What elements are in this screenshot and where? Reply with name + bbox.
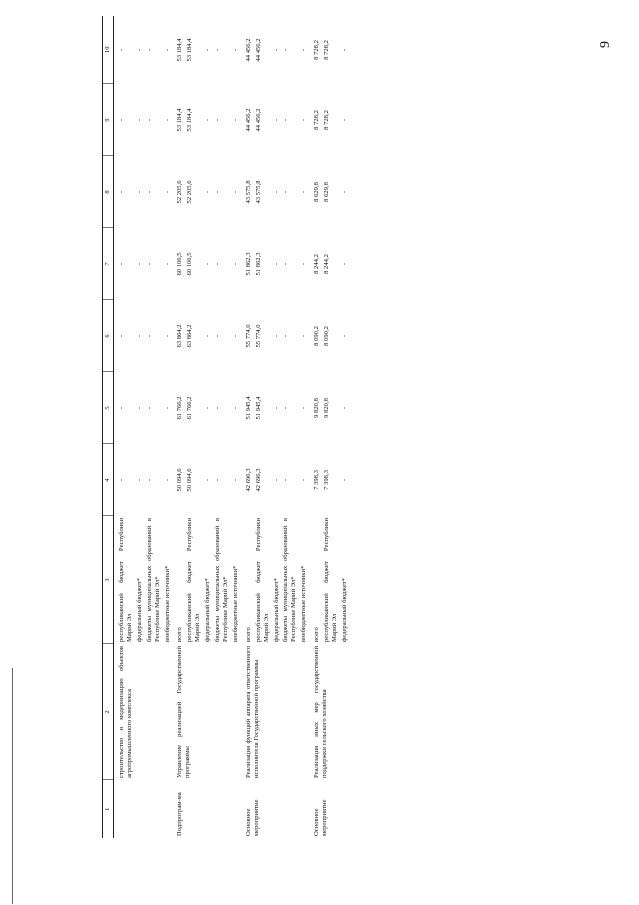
value-cell: 9 820,8 bbox=[323, 398, 331, 418]
col-header-10: 10 bbox=[103, 16, 114, 84]
value-cell: - bbox=[163, 118, 171, 122]
funding-source-cell: республиканский бюджет Республики Марий Эл bbox=[118, 518, 133, 642]
scan-edge-line bbox=[12, 668, 13, 904]
value-cell: - bbox=[340, 478, 348, 482]
funding-source-cell: всего bbox=[313, 627, 321, 642]
value-cell: - bbox=[282, 406, 290, 410]
value-cell: 61 766,2 bbox=[186, 396, 194, 420]
value-cell: - bbox=[145, 190, 153, 194]
value-cell: - bbox=[282, 118, 290, 122]
value-cell: - bbox=[214, 190, 222, 194]
value-cell: - bbox=[231, 262, 239, 266]
value-cell: - bbox=[300, 478, 308, 482]
value-cell: - bbox=[135, 334, 143, 338]
value-cell: 61 766,2 bbox=[176, 396, 184, 420]
value-cell: - bbox=[118, 406, 125, 410]
value-cell: - bbox=[300, 406, 308, 410]
col-header-7: 7 bbox=[103, 228, 114, 300]
value-cell: - bbox=[231, 48, 239, 52]
rotated-table-sheet bbox=[102, 16, 622, 838]
funding-source-cell: республиканский бюджет Республики Марий Эл bbox=[323, 518, 338, 642]
col-header-2: 2 bbox=[103, 644, 114, 780]
value-cell: 8 629,8 bbox=[323, 182, 331, 202]
value-cell: 63 864,2 bbox=[176, 324, 184, 348]
row-type-cell: Основное мероприятие bbox=[313, 799, 329, 836]
value-cell: 8 629,8 bbox=[313, 182, 321, 202]
value-cell: - bbox=[300, 48, 308, 52]
table-row bbox=[114, 16, 135, 838]
value-cell: 43 575,8 bbox=[254, 180, 262, 204]
value-cell: - bbox=[118, 478, 125, 482]
value-cell: 8 244,2 bbox=[323, 254, 331, 274]
value-cell: 44 456,2 bbox=[254, 38, 262, 62]
value-cell: - bbox=[282, 48, 290, 52]
value-cell: - bbox=[340, 118, 348, 122]
value-cell: - bbox=[135, 478, 143, 482]
value-cell: - bbox=[118, 334, 125, 338]
value-cell: - bbox=[214, 406, 222, 410]
value-cell: 8 728,2 bbox=[323, 40, 331, 60]
value-cell: - bbox=[340, 334, 348, 338]
value-cell: 50 094,6 bbox=[176, 468, 184, 492]
value-cell: - bbox=[135, 48, 143, 52]
value-cell: - bbox=[118, 118, 125, 122]
value-cell: 53 184,4 bbox=[186, 38, 194, 62]
value-cell: - bbox=[214, 478, 222, 482]
funding-source-cell: республиканский бюджет Республики Марий Эл bbox=[254, 518, 270, 642]
value-cell: - bbox=[340, 48, 348, 52]
value-cell: - bbox=[163, 406, 171, 410]
value-cell: - bbox=[282, 478, 290, 482]
value-cell: - bbox=[204, 406, 212, 410]
value-cell: - bbox=[163, 334, 171, 338]
value-cell: - bbox=[118, 262, 125, 266]
value-cell: - bbox=[145, 334, 153, 338]
value-cell: - bbox=[145, 48, 153, 52]
value-cell: - bbox=[282, 262, 290, 266]
row-type-cell bbox=[114, 780, 173, 838]
value-cell: 51 862,3 bbox=[244, 252, 252, 276]
value-cell: - bbox=[163, 262, 171, 266]
value-cell: - bbox=[282, 190, 290, 194]
col-header-3: 3 bbox=[103, 516, 114, 644]
value-cell: 8 244,2 bbox=[313, 254, 321, 274]
value-cell: - bbox=[204, 48, 212, 52]
value-cell: - bbox=[231, 406, 239, 410]
value-cell: - bbox=[231, 118, 239, 122]
value-cell: 51 945,4 bbox=[254, 396, 262, 420]
value-cell: - bbox=[118, 190, 125, 194]
value-cell: 53 184,4 bbox=[186, 108, 194, 132]
value-cell: - bbox=[272, 262, 280, 266]
value-cell: 8 728,2 bbox=[313, 110, 321, 130]
value-cell: - bbox=[340, 190, 348, 194]
value-cell: 8 090,2 bbox=[323, 326, 331, 346]
value-cell: - bbox=[214, 118, 222, 122]
value-cell: - bbox=[135, 406, 143, 410]
value-cell: - bbox=[214, 262, 222, 266]
value-cell: - bbox=[145, 262, 153, 266]
value-cell: 43 575,8 bbox=[244, 180, 252, 204]
row-name-cell: Управление реализацией Государственной программы bbox=[176, 646, 192, 778]
value-cell: 51 862,3 bbox=[254, 252, 262, 276]
funding-source-cell: бюджеты муниципальных образований в Республике Марий Эл* bbox=[214, 518, 229, 642]
row-name-cell: Реализация функций аппарата ответственного исполнителя Государственной программы bbox=[244, 646, 260, 778]
funding-source-cell: всего bbox=[244, 627, 252, 642]
col-header-4: 4 bbox=[103, 444, 114, 516]
value-cell: 60 106,5 bbox=[176, 252, 184, 276]
value-cell: - bbox=[272, 48, 280, 52]
table-row bbox=[241, 16, 254, 838]
col-header-6: 6 bbox=[103, 300, 114, 372]
value-cell: - bbox=[300, 190, 308, 194]
value-cell: - bbox=[204, 478, 212, 482]
header-row bbox=[103, 16, 114, 838]
value-cell: - bbox=[204, 334, 212, 338]
value-cell: - bbox=[145, 406, 153, 410]
value-cell: - bbox=[204, 262, 212, 266]
value-cell: 53 184,4 bbox=[176, 38, 184, 62]
funding-source-cell: внебюджетные источники* bbox=[163, 565, 171, 642]
value-cell: 8 728,2 bbox=[323, 110, 331, 130]
row-type-cell: Основное мероприятие bbox=[244, 799, 260, 836]
funding-source-cell: федеральный бюджет* bbox=[135, 578, 143, 642]
value-cell: - bbox=[300, 262, 308, 266]
value-cell: 52 205,6 bbox=[186, 180, 194, 204]
value-cell: 55 774,0 bbox=[244, 324, 252, 348]
funding-source-cell: внебюджетные источники* bbox=[231, 565, 239, 642]
value-cell: - bbox=[163, 48, 171, 52]
value-cell: 9 820,8 bbox=[313, 398, 321, 418]
value-cell: - bbox=[231, 190, 239, 194]
value-cell: - bbox=[214, 334, 222, 338]
value-cell: - bbox=[135, 190, 143, 194]
value-cell: 44 456,2 bbox=[244, 108, 252, 132]
value-cell: 44 456,2 bbox=[254, 108, 262, 132]
value-cell: 42 696,3 bbox=[254, 468, 262, 492]
value-cell: - bbox=[231, 334, 239, 338]
value-cell: 7 398,3 bbox=[323, 470, 331, 490]
value-cell: 63 864,2 bbox=[186, 324, 194, 348]
funding-source-cell: федеральный бюджет* bbox=[272, 578, 280, 642]
value-cell: - bbox=[163, 190, 171, 194]
value-cell: - bbox=[340, 406, 348, 410]
funding-source-cell: республиканский бюджет Республики Марий Эл bbox=[186, 518, 202, 642]
value-cell: - bbox=[272, 334, 280, 338]
value-cell: - bbox=[272, 406, 280, 410]
value-cell: - bbox=[118, 48, 125, 52]
table-body bbox=[114, 16, 350, 838]
value-cell: 42 696,3 bbox=[244, 468, 252, 492]
value-cell: 8 728,2 bbox=[313, 40, 321, 60]
table-row bbox=[172, 16, 185, 838]
col-header-5: 5 bbox=[103, 372, 114, 444]
funding-source-cell: всего bbox=[176, 627, 184, 642]
table-row bbox=[309, 16, 322, 838]
value-cell: - bbox=[135, 118, 143, 122]
value-cell: - bbox=[300, 334, 308, 338]
row-name-cell: Реализация иных мер государственной поддержки сельского хозяйства bbox=[313, 646, 329, 778]
value-cell: 7 398,3 bbox=[313, 470, 321, 490]
value-cell: - bbox=[282, 334, 290, 338]
value-cell: 60 106,5 bbox=[186, 252, 194, 276]
funding-source-cell: бюджеты муниципальных образований в Республике Марий Эл* bbox=[145, 518, 161, 642]
page-number: 9 bbox=[598, 41, 613, 48]
value-cell: 50 094,6 bbox=[186, 468, 194, 492]
value-cell: - bbox=[272, 118, 280, 122]
row-type-cell: Подпрограм-ма bbox=[176, 792, 184, 836]
value-cell: - bbox=[145, 118, 153, 122]
value-cell: - bbox=[272, 190, 280, 194]
value-cell: - bbox=[214, 48, 222, 52]
value-cell: 55 774,0 bbox=[254, 324, 262, 348]
value-cell: - bbox=[145, 478, 153, 482]
funding-source-cell: федеральный бюджет* bbox=[204, 578, 212, 642]
budget-table bbox=[102, 16, 350, 838]
value-cell: - bbox=[163, 478, 171, 482]
value-cell: - bbox=[340, 262, 348, 266]
value-cell: - bbox=[300, 118, 308, 122]
value-cell: 8 090,2 bbox=[313, 326, 321, 346]
value-cell: 51 945,4 bbox=[244, 396, 252, 420]
col-header-8: 8 bbox=[103, 156, 114, 228]
value-cell: - bbox=[204, 190, 212, 194]
funding-source-cell: бюджеты муниципальных образований в Республике Марий Эл* bbox=[282, 518, 298, 642]
value-cell: 44 456,2 bbox=[244, 38, 252, 62]
funding-source-cell: федеральный бюджет* bbox=[340, 578, 348, 642]
value-cell: - bbox=[272, 478, 280, 482]
value-cell: 52 205,6 bbox=[176, 180, 184, 204]
value-cell: - bbox=[231, 478, 239, 482]
value-cell: 53 184,4 bbox=[176, 108, 184, 132]
col-header-1: 1 bbox=[103, 780, 114, 838]
row-name-cell: строительство и модернизацию объектов агропромышленного комплекса bbox=[118, 646, 133, 778]
funding-source-cell: внебюджетные источники* bbox=[300, 565, 308, 642]
col-header-9: 9 bbox=[103, 84, 114, 156]
value-cell: - bbox=[135, 262, 143, 266]
value-cell: - bbox=[204, 118, 212, 122]
